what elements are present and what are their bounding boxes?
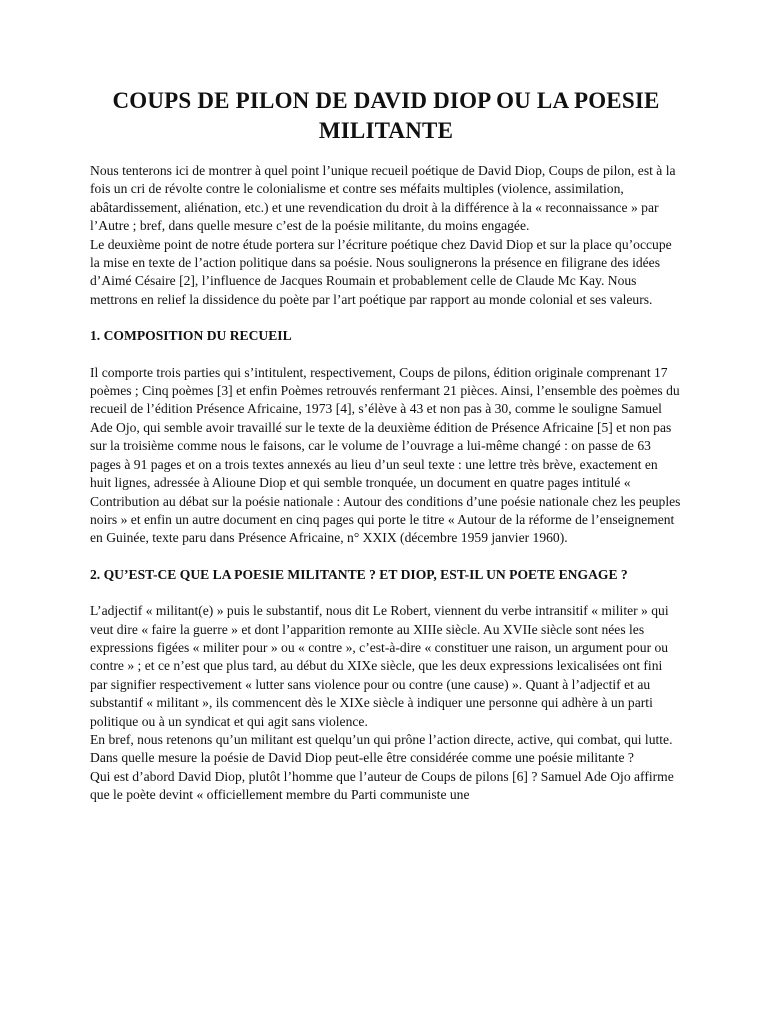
spacer [90,584,682,602]
spacer [90,548,682,566]
section-heading-militant-poetry: 2. QU’EST-CE QUE LA POESIE MILITANTE ? ET DIOP, EST-IL UN POETE ENGAGE ? [90,566,628,582]
section2-paragraph-3: Qui est d’abord David Diop, plutôt l’homme que l’auteur de Coups de pilons [6] ? Samuel Ade Ojo affirme que le poète devint « officiellement membre du Parti communiste une [90,768,674,803]
section2-paragraph-1: L’adjectif « militant(e) » puis le substantif, nous dit Le Robert, viennent du verbe intransitif « militer » qui veut dire « faire la guerre » et dont l’apparition remonte au XIIIe siècle. Au XVIIe siècle sont nées les expressions figées « militer pour » ou « contre », c’est-à-dire « constituer une raison, un argument pour ou contre » ; et ce n’est que plus tard, au début du XIXe siècle, que les deux expressions lexicalisées ont fini par signifier respectivement « lutter sans violence pour ou contre (une cause) ». Quant à l’adjectif et au substantif « militant », ils commencent dès le XIXe siècle à indiquer une personne qui adhère à un parti politique ou à un syndicat et qui agit sans violence. [90,603,669,729]
spacer [90,346,682,364]
spacer [90,309,682,327]
section-heading-composition: 1. COMPOSITION DU RECUEIL [90,328,292,344]
document-page [90,86,682,805]
section2-paragraph-2: En bref, nous retenons qu’un militant est quelqu’un qui prône l’action directe, active, qui combat, qui lutte. Dans quelle mesure la poésie de David Diop peut-elle être considérée comme une poésie militante ? [90,731,673,766]
document-title: COUPS DE PILON DE DAVID DIOP OU LA POESIE MILITANTE [112,88,660,143]
intro-paragraph-2: Le deuxième point de notre étude portera sur l’écriture poétique chez David Diop et sur la place qu’occupe la mise en texte de l’action politique dans sa poésie. Nous soulignerons la présence en filigrane des idées d’Aimé Césaire [2], l’influence de Jacques Roumain et probablement celle de Claude Mc Kay. Nous mettrons en relief la dissidence du poète par l’art poétique par rapport au monde colonial et ses valeurs. [90,236,672,307]
intro-paragraph-1: Nous tenterons ici de montrer à quel point l’unique recueil poétique de David Diop, Coups de pilon, est à la fois un cri de révolte contre le colonialisme et contre ses méfaits multiples (violence, assimilation, abâtardissement, aliénation, etc.) et une revendication du droit à la différence à la « reconnaissance » par l’Autre ; bref, dans quelle mesure c’est de la poésie militante, du moins engagée. [90,163,676,234]
section1-paragraph-1: Il comporte trois parties qui s’intitulent, respectivement, Coups de pilons, édition originale comprenant 17 poèmes ; Cinq poèmes [3] et enfin Poèmes retrouvés renfermant 21 pièces. Ainsi, l’ensemble des poèmes du recueil de l’édition Présence Africaine, 1973 [4], s’élève à 43 et non pas à 30, comme le souligne Samuel Ade Ojo, qui semble avoir travaillé sur le texte de la deuxième édition de Présence Africaine [5] et non pas sur la troisième comme nous le faisons, car le volume de l’ouvrage a lui-même changé : on passe de 63 pages à 91 pages et on a trois textes annexés au lieu d’un seul texte : une lettre très brève, exactement en huit lignes, adressée à Alioune Diop et qui semble tronquée, un document en quatre pages intitulé « Contribution au débat sur la poésie nationale : Autour des conditions d’une poésie nationale chez les peuples noirs » et enfin un autre document en cinq pages qui porte le titre « Autour de la réforme de l’enseignement en Guinée, texte paru dans Présence Africaine, n° XXIX (décembre 1959 janvier 1960). [90,364,681,546]
